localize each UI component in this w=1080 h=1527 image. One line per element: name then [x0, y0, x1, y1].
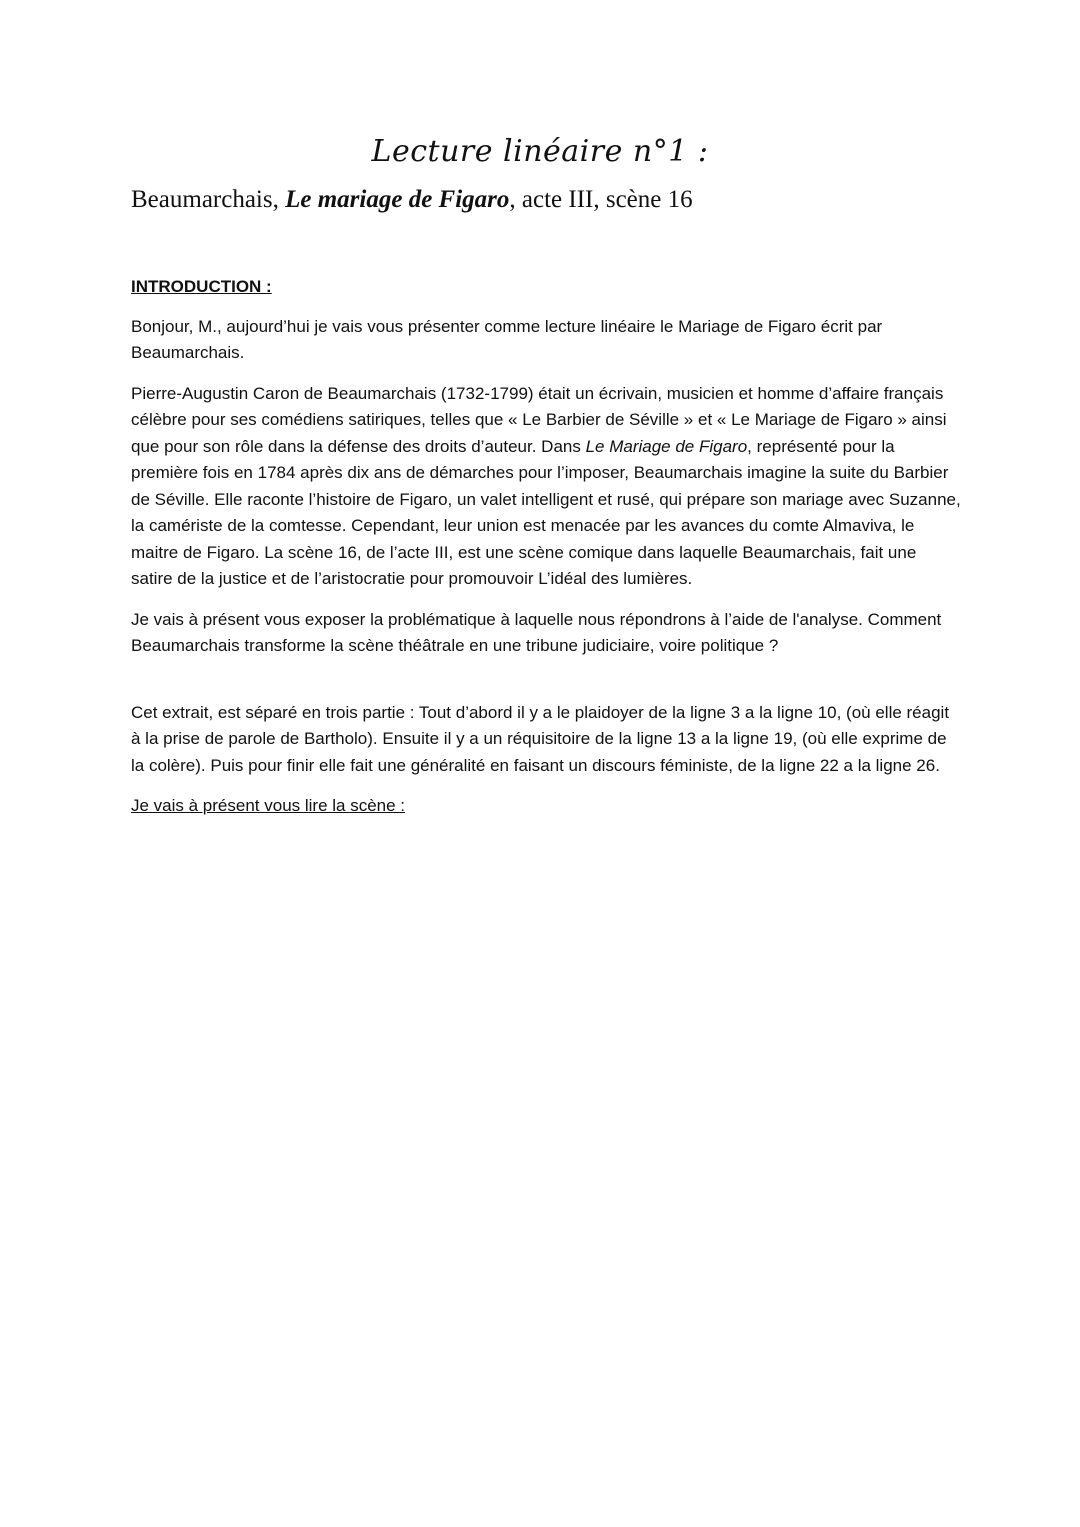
page-title: Lecture linéaire n°1 :: [371, 134, 709, 169]
reading-announcement: Je vais à présent vous lire la scène :: [131, 796, 406, 815]
problematic-paragraph: Je vais à présent vous exposer la problématique à laquelle nous répondrons à l’aide de l'analyse. Comment Beaumarchais transforme la scène théâtrale en une tribune judiciaire, voire politique ?: [131, 609, 942, 655]
structure-paragraph: Cet extrait, est séparé en trois partie : Tout d’abord il y a le plaidoyer de la ligne 3 a la ligne 10, (où elle réagit à la prise de parole de Bartholo). Ensuite il y a un réquisitoire de la ligne 13 a la ligne 19, (où elle exprime de la colère). Puis pour finir elle fait une généralité en faisant un discours féministe, de la ligne 22 a la ligne 26.: [131, 702, 950, 775]
work-title: Le mariage de Figaro: [285, 186, 510, 213]
context-text-part1: Pierre-Augustin Caron de Beaumarchais (1732-1799) était un écrivain, musicien et homme d’affaire français célèbre pour ses comédiens satiriques, telles que « Le Barbier de Séville » et « Le Mariage de Figaro » ainsi que pour son rôle dans la défense des droits d’auteur. Dans: [131, 383, 947, 456]
scene-reference: , acte III, scène 16: [509, 186, 693, 213]
section-heading: INTRODUCTION :: [131, 277, 272, 296]
greeting-paragraph: Bonjour, M., aujourd’hui je vais vous présenter comme lecture linéaire le Mariage de Figaro écrit par Beaumarchais.: [131, 316, 883, 362]
author-name: Beaumarchais,: [131, 186, 286, 213]
introduction-section: [131, 274, 961, 834]
context-text-part2: , représenté pour la première fois en 1784 après dix ans de démarches pour l’imposer, Beaumarchais imagine la suite du Barbier de Séville. Elle raconte l’histoire de Figaro, un valet intelligent et rusé, qui prépare son mariage avec Suzanne, la camériste de la comtesse. Cependant, leur union est menacée par les avances du comte Almaviva, le maitre de Figaro. La scène 16, de l’acte III, est une scène comique dans laquelle Beaumarchais, fait une satire de la justice et de l’aristocratie pour promouvoir L’idéal des lumières.: [131, 436, 961, 588]
author-context-paragraph: [131, 381, 961, 593]
work-reference: [131, 186, 693, 214]
italic-work-title: Le Mariage de Figaro: [585, 436, 748, 456]
